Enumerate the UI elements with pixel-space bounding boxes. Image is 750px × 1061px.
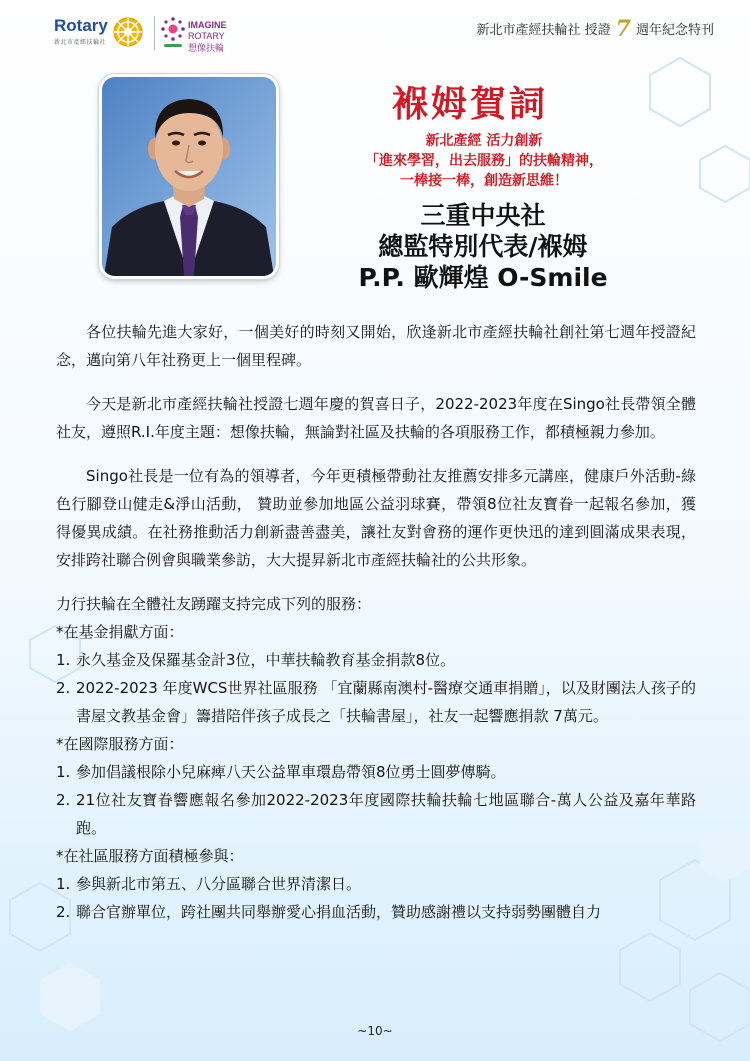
page-header [0, 0, 750, 62]
list-item-number: 1. [56, 875, 71, 893]
logo-divider [154, 16, 155, 50]
services-intro: 力行扶輪在全體社友踴躍支持完成下列的服務： [56, 595, 372, 613]
imagine-logo-line1: IMAGINE [188, 20, 227, 30]
rotary-wheel-icon [112, 16, 144, 48]
section-heading: *在基金捐獻方面： [56, 623, 184, 641]
section-heading: *在國際服務方面： [56, 735, 184, 753]
subtitle-slogan [318, 131, 650, 191]
list-item-number: 1. [56, 651, 71, 669]
list-item-text: 21位社友寶眷響應報名參加2022-2023年度國際扶輪扶輪七地區聯合-萬人公益及嘉年華路跑。 [76, 791, 696, 837]
imagine-sun-icon [160, 16, 186, 50]
rotary-logo-text: Rotary [54, 16, 108, 35]
body-paragraph: 各位扶輪先進大家好，一個美好的時刻又開始，欣逢新北市產經扶輪社創社第七週年授證紀念，邁向第八年社務更上一個里程碑。 [56, 323, 696, 369]
author-club: 三重中央社 [420, 201, 546, 230]
list-item [56, 758, 696, 786]
publication-title-suffix: 週年紀念特刊 [635, 23, 714, 38]
list-item-number: 2. [56, 791, 71, 809]
list-item-text: 參與新北市第五、八分區聯合世界清潔日。 [76, 875, 362, 893]
list-item-text: 參加倡議根除小兒麻痺八天公益單車環島帶領8位勇士圓夢傳騎。 [76, 763, 506, 781]
author-role: 總監特別代表/褓姆 [378, 232, 588, 261]
author-block [338, 200, 628, 293]
body-paragraph: 今天是新北市產經扶輪社授證七週年慶的賀喜日子，2022-2023年度在Singo社長帶領全體社友，遵照R.I.年度主題：想像扶輪，無論對社區及扶輪的各項服務工作，都積極親力參加。 [56, 395, 696, 441]
section-heading: *在社區服務方面積極參與： [56, 847, 244, 865]
publication-title [476, 15, 714, 42]
rotary-logo [54, 16, 108, 46]
imagine-logo-line2: ROTARY [188, 31, 225, 41]
body-paragraph: Singo社長是一位有為的領導者，今年更積極帶動社友推薦安排多元講座，健康戶外活動-綠色行腳登山健走&淨山活動， 贊助並參加地區公益羽球賽，帶領8位社友寶眷一起報名參加，獲得優異成績。在社務推動活力創新盡善盡美，讓社友對會務的運作更快迅的達到圓滿成果表現，安排跨社聯合例會與職業參訪，大大提昇新北市產經扶輪社的公共形象。 [56, 467, 696, 569]
publication-title-prefix: 新北市產經扶輪社 授證 [476, 23, 611, 38]
list-item [56, 870, 696, 898]
author-name: P.P. 歐輝煌 O-Smile [358, 263, 608, 292]
subtitle-line: 「進來學習，出去服務」的扶輪精神， [365, 153, 603, 169]
list-item [56, 674, 696, 730]
list-item-text: 永久基金及保羅基金計3位，中華扶輪教育基金捐款8位。 [76, 651, 456, 669]
list-item [56, 786, 696, 842]
imagine-logo-line3: 想像扶輪 [188, 44, 225, 54]
subtitle-line: 新北產經 活力創新 [425, 133, 543, 149]
list-item [56, 898, 696, 926]
list-item-text: 2022-2023 年度WCS世界社區服務 「宜蘭縣南澳村-醫療交通車捐贈」，以及財團法人孩子的書屋文教基金會」籌措陪伴孩子成長之「扶輪書屋」，社友一起響應捐款 7萬元。 [76, 679, 696, 725]
list-item-text: 聯合官辦單位，跨社團共同舉辦愛心捐血活動，贊助感謝禮以支持弱勢團體自力 [76, 903, 602, 921]
page-number: ~10~ [357, 1024, 393, 1038]
portrait-photo [99, 74, 279, 279]
rotary-logo-subtext: 新北市產經扶輪社 [54, 39, 107, 46]
list-item-number: 2. [56, 903, 71, 921]
portrait-illustration [102, 77, 276, 276]
article-body [56, 318, 696, 926]
list-item-number: 1. [56, 763, 71, 781]
anniversary-number: 7 [615, 15, 631, 42]
list-item [56, 646, 696, 674]
subtitle-line: 一棒接一棒，創造新思維！ [400, 173, 568, 189]
list-item-number: 2. [56, 679, 71, 697]
page-title: 褓姆賀詞 [392, 84, 549, 125]
